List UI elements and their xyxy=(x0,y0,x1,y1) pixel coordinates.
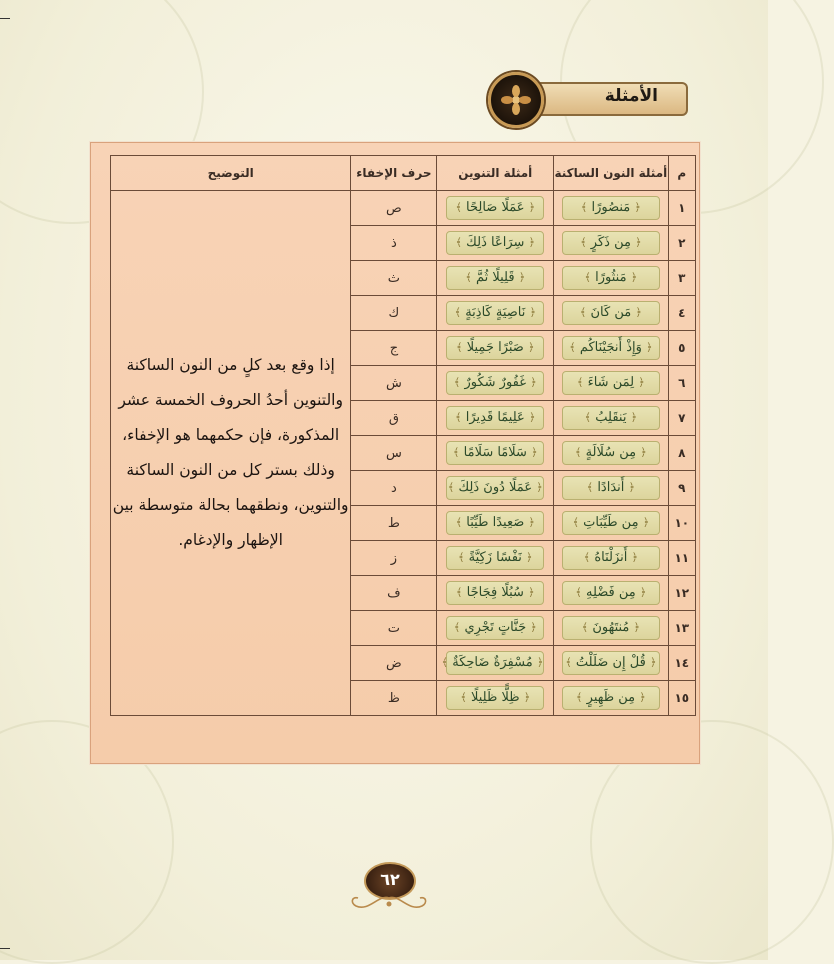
ikhfaa-letter: ق xyxy=(351,401,437,436)
row-number: ٩ xyxy=(668,471,695,506)
row-number: ١٣ xyxy=(668,611,695,646)
ikhfaa-letter: ذ xyxy=(351,226,437,261)
row-number: ١١ xyxy=(668,541,695,576)
title-plate xyxy=(536,82,688,116)
page-number: ٦٢ xyxy=(364,862,416,900)
flourish-icon xyxy=(344,892,434,916)
tanween-example-cell xyxy=(437,681,554,716)
tanween-example-cell xyxy=(437,366,554,401)
row-number: ١٤ xyxy=(668,646,695,681)
row-number: ٣ xyxy=(668,261,695,296)
ikhfaa-letter: س xyxy=(351,436,437,471)
noon-example-cell xyxy=(554,436,669,471)
section-title: الأمثلة xyxy=(604,86,658,106)
header-explanation: التوضيح xyxy=(111,156,351,191)
ikhfaa-letter: ص xyxy=(351,191,437,226)
ikhfaa-letter: ت xyxy=(351,611,437,646)
row-number: ٨ xyxy=(668,436,695,471)
row-number: ١ xyxy=(668,191,695,226)
tanween-example: ﴿ ظِلًّا ظَلِيلًا ﴾ xyxy=(446,686,544,710)
tanween-example: ﴿ نَفْسًا زَكِيَّةً ﴾ xyxy=(446,546,544,570)
crop-mark xyxy=(0,18,10,19)
tanween-example-cell xyxy=(437,471,554,506)
noon-example: ﴿ مِن طَيِّبَاتِ ﴾ xyxy=(562,511,660,535)
crop-mark xyxy=(0,948,10,949)
noon-example-cell xyxy=(554,226,669,261)
noon-example-cell xyxy=(554,471,669,506)
header-num: م xyxy=(668,156,695,191)
row-number: ١٥ xyxy=(668,681,695,716)
tanween-example: ﴿ سَلَامًا سَلَامًا ﴾ xyxy=(446,441,544,465)
tanween-example: ﴿ عَلِيمًا قَدِيرًا ﴾ xyxy=(446,406,544,430)
page-footer xyxy=(344,862,434,920)
tanween-example: ﴿ غَفُورٌ شَكُورٌ ﴾ xyxy=(446,371,544,395)
noon-example-cell xyxy=(554,296,669,331)
ikhfaa-letter: ف xyxy=(351,576,437,611)
noon-example: ﴿ مِن فَضْلِهِ ﴾ xyxy=(562,581,660,605)
ikhfaa-letter: ظ xyxy=(351,681,437,716)
tanween-example-cell xyxy=(437,506,554,541)
row-number: ٢ xyxy=(668,226,695,261)
tanween-example: ﴿ مُسْفِرَةٌ ضَاحِكَةٌ ﴾ xyxy=(446,651,544,675)
tanween-example-cell xyxy=(437,541,554,576)
noon-example: ﴿ مَنصُورًا ﴾ xyxy=(562,196,660,220)
table-row xyxy=(111,191,696,226)
tanween-example-cell xyxy=(437,331,554,366)
tanween-example-cell xyxy=(437,191,554,226)
noon-example-cell xyxy=(554,506,669,541)
ikhfaa-letter: ث xyxy=(351,261,437,296)
noon-example-cell xyxy=(554,191,669,226)
ikhfaa-letter: ك xyxy=(351,296,437,331)
header-tanween-examples: أمثلة التنوين xyxy=(437,156,554,191)
tanween-example-cell xyxy=(437,646,554,681)
tanween-example: ﴿ سُبُلًا فِجَاجًا ﴾ xyxy=(446,581,544,605)
row-number: ٤ xyxy=(668,296,695,331)
row-number: ٥ xyxy=(668,331,695,366)
tanween-example: ﴿ عَمَلًا دُونَ ذَلِكَ ﴾ xyxy=(446,476,544,500)
tanween-example: ﴿ صَعِيدًا طَيِّبًا ﴾ xyxy=(446,511,544,535)
flower-medallion-icon xyxy=(488,72,544,128)
row-number: ١٢ xyxy=(668,576,695,611)
section-title-banner xyxy=(468,72,694,124)
tanween-example-cell xyxy=(437,261,554,296)
noon-example: ﴿ أَندَادًا ﴾ xyxy=(562,476,660,500)
noon-example: ﴿ مِن ذَكَرٍ ﴾ xyxy=(562,231,660,255)
ikhfaa-letter: ج xyxy=(351,331,437,366)
noon-example: ﴿ لِمَن شَاءَ ﴾ xyxy=(562,371,660,395)
tanween-example-cell xyxy=(437,436,554,471)
noon-example: ﴿ مَنثُورًا ﴾ xyxy=(562,266,660,290)
noon-example: ﴿ أَنزَلْنَاهُ ﴾ xyxy=(562,546,660,570)
row-number: ١٠ xyxy=(668,506,695,541)
noon-example-cell xyxy=(554,366,669,401)
header-noon-examples: أمثلة النون الساكنة xyxy=(554,156,669,191)
noon-example: ﴿ مِن ظَهِيرٍ ﴾ xyxy=(562,686,660,710)
ikhfaa-examples-table xyxy=(110,155,696,716)
noon-example-cell xyxy=(554,646,669,681)
noon-example-cell xyxy=(554,541,669,576)
ikhfaa-letter: ش xyxy=(351,366,437,401)
noon-example: ﴿ مِن سُلَالَةٍ ﴾ xyxy=(562,441,660,465)
noon-example-cell xyxy=(554,331,669,366)
tanween-example-cell xyxy=(437,296,554,331)
noon-example-cell xyxy=(554,261,669,296)
ikhfaa-letter: ط xyxy=(351,506,437,541)
tanween-example: ﴿ جَنَّاتٍ تَجْرِي ﴾ xyxy=(446,616,544,640)
noon-example: ﴿ قُلْ إِن ضَلَلْتُ ﴾ xyxy=(562,651,660,675)
explanation-text: إذا وقع بعد كلٍ من النون الساكنة والتنوين أحدُ الحروف الخمسة عشر المذكورة، فإن حكمهما هو الإخفاء، وذلك بستر كل من النون الساكنة والتنوين، ونطقهما بحالة متوسطة بين الإظهار والإدغام. xyxy=(111,191,351,716)
noon-example-cell xyxy=(554,611,669,646)
noon-example-cell xyxy=(554,681,669,716)
row-number: ٦ xyxy=(668,366,695,401)
ikhfaa-letter: ض xyxy=(351,646,437,681)
tanween-example: ﴿ نَاصِيَةٍ كَاذِبَةٍ ﴾ xyxy=(446,301,544,325)
header-ikhfaa-letter: حرف الإخفاء xyxy=(351,156,437,191)
noon-example: ﴿ مُنتَهُونَ ﴾ xyxy=(562,616,660,640)
tanween-example: ﴿ سِرَاعًا ذَلِكَ ﴾ xyxy=(446,231,544,255)
noon-example-cell xyxy=(554,401,669,436)
ikhfaa-letter: د xyxy=(351,471,437,506)
tanween-example-cell xyxy=(437,226,554,261)
noon-example: ﴿ يَنقَلِبُ ﴾ xyxy=(562,406,660,430)
tanween-example-cell xyxy=(437,611,554,646)
tanween-example-cell xyxy=(437,401,554,436)
tanween-example-cell xyxy=(437,576,554,611)
tanween-example: ﴿ صَبْرًا جَمِيلًا ﴾ xyxy=(446,336,544,360)
row-number: ٧ xyxy=(668,401,695,436)
noon-example-cell xyxy=(554,576,669,611)
ikhfaa-letter: ز xyxy=(351,541,437,576)
tanween-example: ﴿ عَمَلًا صَالِحًا ﴾ xyxy=(446,196,544,220)
noon-example: ﴿ مَن كَانَ ﴾ xyxy=(562,301,660,325)
noon-example: ﴿ وَإِذْ أَنجَيْنَاكُم ﴾ xyxy=(562,336,660,360)
tanween-example: ﴿ قَلِيلًا ثُمَّ ﴾ xyxy=(446,266,544,290)
